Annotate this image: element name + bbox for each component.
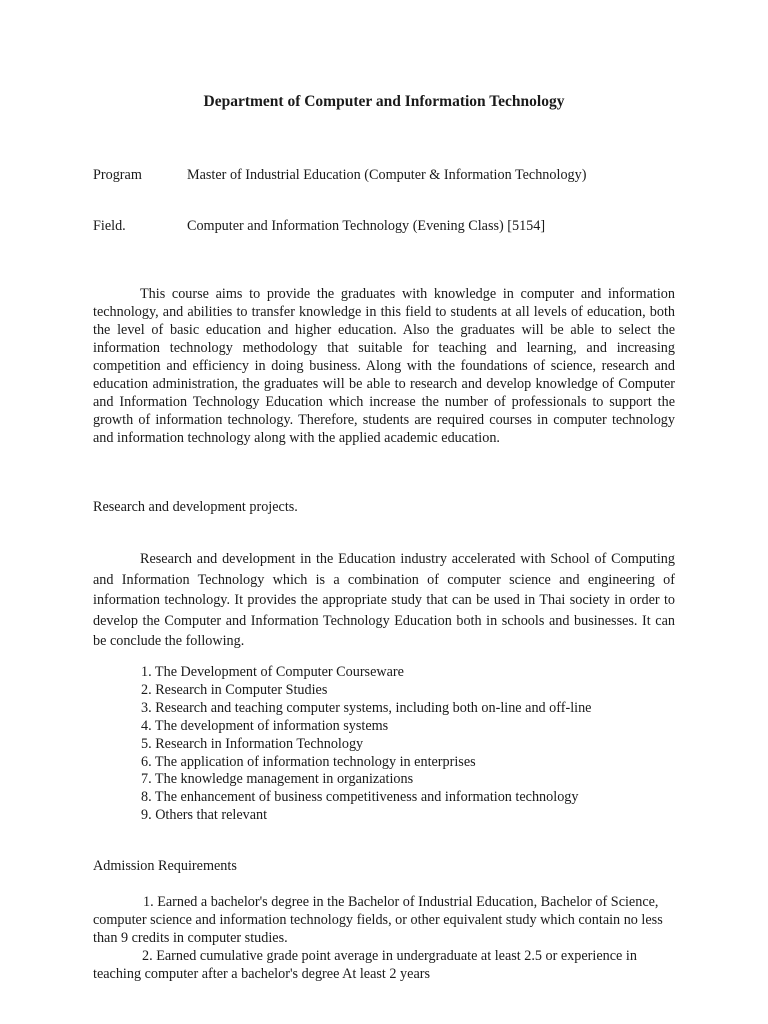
research-paragraph: Research and development in the Education industry accelerated with School of Computing and Information Technology which is a combination of computer science and engineering of information technology. It provides the appropriate study that can be used in Thai society in order to develop the Computer and Information Technology Education both in schools and businesses. It can be conclude the following.	[93, 551, 675, 649]
document-title: Department of Computer and Information Technology	[203, 93, 565, 110]
program-label: Program	[93, 167, 142, 183]
admission-requirement: 2. Earned cumulative grade point average in undergraduate at least 2.5 or experience in teaching computer after a bachelor's degree At least 2 years	[93, 948, 637, 982]
intro-paragraph: This course aims to provide the graduates with knowledge in computer and information technology, and abilities to transfer knowledge in this field to students at all levels of education, both the level of basic education and higher education. Also the graduates will be able to select the information technology methodology that suitable for teaching and learning, and increasing competition and efficiency in doing business. Along with the foundations of science, research and education administration, the graduates will be able to research and develop knowledge of Computer and Information Technology Education which increase the number of professionals to support the growth of information technology. Therefore, students are required courses in computer technology and information technology along with the applied academic education.	[93, 286, 675, 446]
admission-heading: Admission Requirements	[93, 858, 237, 874]
field-value: Computer and Information Technology (Evening Class) [5154]	[187, 218, 546, 234]
list-item: 2. Research in Computer Studies	[141, 681, 328, 698]
research-list	[141, 664, 591, 825]
research-heading: Research and development projects.	[93, 499, 298, 515]
list-item: 6. The application of information technology in enterprises	[141, 753, 476, 770]
field-label: Field.	[93, 218, 126, 234]
list-item: 8. The enhancement of business competitiveness and information technology	[141, 789, 579, 806]
list-item: 5. Research in Information Technology	[141, 735, 364, 752]
list-item: 7. The knowledge management in organizations	[141, 771, 414, 788]
list-item: 1. The Development of Computer Courseware	[141, 664, 404, 680]
admission-requirement: 1. Earned a bachelor's degree in the Bachelor of Industrial Education, Bachelor of Science, computer science and information technology fields, or other equivalent study which contain no less than 9 credits in computer studies.	[93, 894, 663, 946]
list-item: 4. The development of information systems	[141, 717, 389, 734]
program-value: Master of Industrial Education (Computer & Information Technology)	[187, 167, 587, 183]
list-item: 3. Research and teaching computer systems, including both on-line and off-line	[141, 699, 592, 716]
list-item: 9. Others that relevant	[141, 807, 268, 824]
